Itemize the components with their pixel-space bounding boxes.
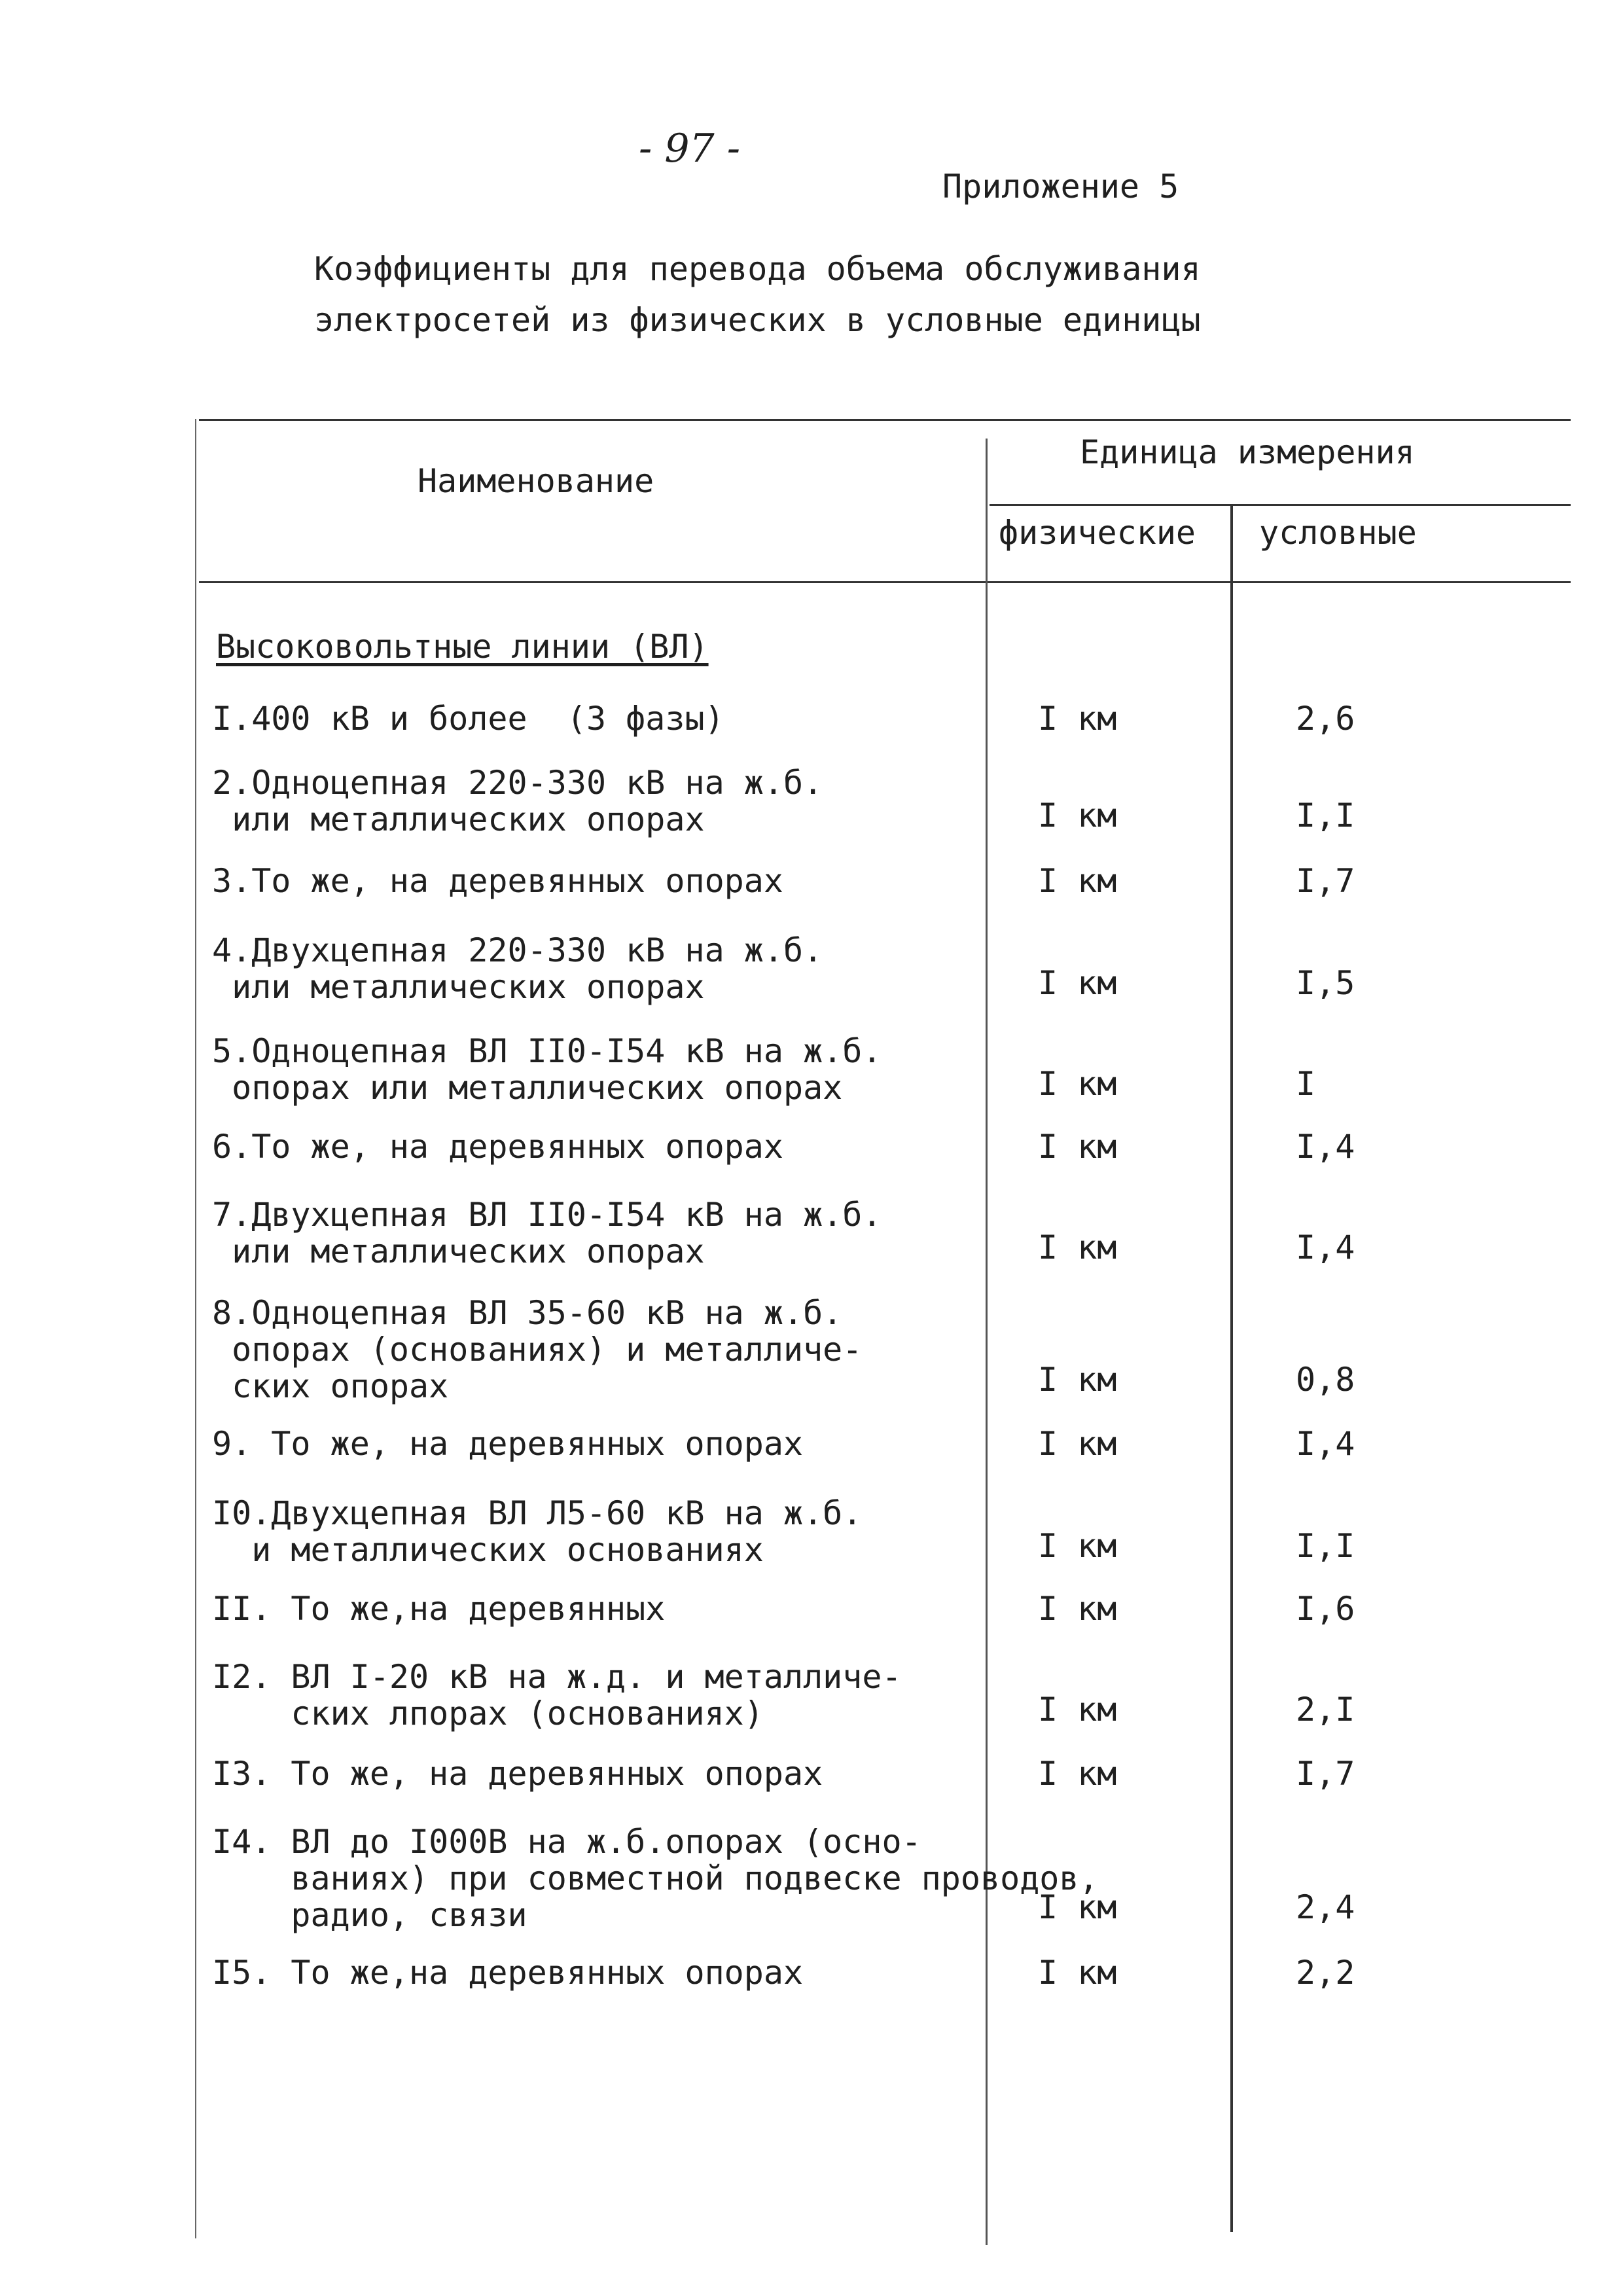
row-conditional-value: I,I xyxy=(1296,797,1355,834)
header-conditional-units: условные xyxy=(1259,514,1417,552)
row-name: 8.Одноцепная ВЛ 35-60 кВ на ж.б. опорах (основаниях) и металличе- ских опорах xyxy=(212,1294,863,1405)
header-physical-units: физические xyxy=(999,514,1196,552)
row-conditional-value: I,I xyxy=(1296,1527,1355,1565)
row-physical-unit: I км xyxy=(1038,1229,1117,1266)
row-name: 5.Одноцепная ВЛ II0-I54 кВ на ж.б. опорах или металлических опорах xyxy=(212,1032,882,1107)
unit-header-rule xyxy=(990,504,1571,506)
row-name: I0.Двухцепная ВЛ Л5-60 кВ на ж.б. и металлических основаниях xyxy=(212,1494,863,1569)
row-name: 4.Двухцепная 220-330 кВ на ж.б. или металлических опорах xyxy=(212,931,823,1006)
row-conditional-value: I,4 xyxy=(1296,1229,1355,1266)
row-conditional-value: 2,4 xyxy=(1296,1888,1355,1926)
row-conditional-value: I,5 xyxy=(1296,964,1355,1002)
row-name: 2.Одноцепная 220-330 кВ на ж.б. или металлических опорах xyxy=(212,764,823,838)
row-conditional-value: I,7 xyxy=(1296,862,1355,900)
row-physical-unit: I км xyxy=(1038,1128,1117,1166)
header-name: Наименование xyxy=(418,462,654,500)
row-physical-unit: I км xyxy=(1038,700,1117,738)
header-unit-group: Единица измерения xyxy=(1080,433,1415,471)
row-name: 7.Двухцепная ВЛ II0-I54 кВ на ж.б. или металлических опорах xyxy=(212,1196,882,1270)
row-physical-unit: I км xyxy=(1038,1888,1117,1926)
column-divider-1 xyxy=(986,439,988,2245)
row-conditional-value: 2,6 xyxy=(1296,700,1355,738)
row-physical-unit: I км xyxy=(1038,797,1117,834)
row-name: 3.То же, на деревянных опорах xyxy=(212,862,783,900)
row-physical-unit: I км xyxy=(1038,964,1117,1002)
page-number: - 97 - xyxy=(639,126,741,171)
row-conditional-value: I,6 xyxy=(1296,1590,1355,1628)
row-physical-unit: I км xyxy=(1038,1361,1117,1399)
row-conditional-value: 0,8 xyxy=(1296,1361,1355,1399)
row-name: I3. То же, на деревянных опорах xyxy=(212,1755,823,1793)
row-name: 9. То же, на деревянных опорах xyxy=(212,1425,804,1463)
row-name: I5. То же,на деревянных опорах xyxy=(212,1954,804,1992)
row-physical-unit: I км xyxy=(1038,1755,1117,1793)
row-name: 6.То же, на деревянных опорах xyxy=(212,1128,783,1166)
row-name: II. То же,на деревянных xyxy=(212,1590,666,1628)
appendix-label: Приложение 5 xyxy=(942,168,1179,206)
row-physical-unit: I км xyxy=(1038,1425,1117,1463)
row-name: I4. ВЛ до I000В на ж.б.опорах (осно- ваниях) при совместной подвеске проводов, радио, связи xyxy=(212,1823,1099,1934)
row-conditional-value: I,4 xyxy=(1296,1128,1355,1166)
section-heading: Высоковольтные линии (ВЛ) xyxy=(216,628,709,666)
document-title-line-2: электросетей из физических в условные единицы xyxy=(314,301,1201,339)
row-physical-unit: I км xyxy=(1038,1954,1117,1992)
row-physical-unit: I км xyxy=(1038,1527,1117,1565)
row-conditional-value: I,4 xyxy=(1296,1425,1355,1463)
row-conditional-value: I xyxy=(1296,1065,1316,1103)
row-conditional-value: 2,2 xyxy=(1296,1954,1355,1992)
row-physical-unit: I км xyxy=(1038,1691,1117,1729)
row-conditional-value: 2,I xyxy=(1296,1691,1355,1729)
table-top-rule xyxy=(199,419,1571,421)
table-left-border xyxy=(195,419,196,2238)
row-physical-unit: I км xyxy=(1038,1065,1117,1103)
row-name: I2. ВЛ I-20 кВ на ж.д. и металличе- ских лпорах (основаниях) xyxy=(212,1658,902,1732)
row-physical-unit: I км xyxy=(1038,862,1117,900)
document-title-line-1: Коэффициенты для перевода объема обслуживания xyxy=(314,250,1201,288)
row-conditional-value: I,7 xyxy=(1296,1755,1355,1793)
row-physical-unit: I км xyxy=(1038,1590,1117,1628)
header-bottom-rule xyxy=(199,581,1571,583)
column-divider-2 xyxy=(1230,504,1233,2232)
row-name: I.400 кВ и более (3 фазы) xyxy=(212,700,724,738)
